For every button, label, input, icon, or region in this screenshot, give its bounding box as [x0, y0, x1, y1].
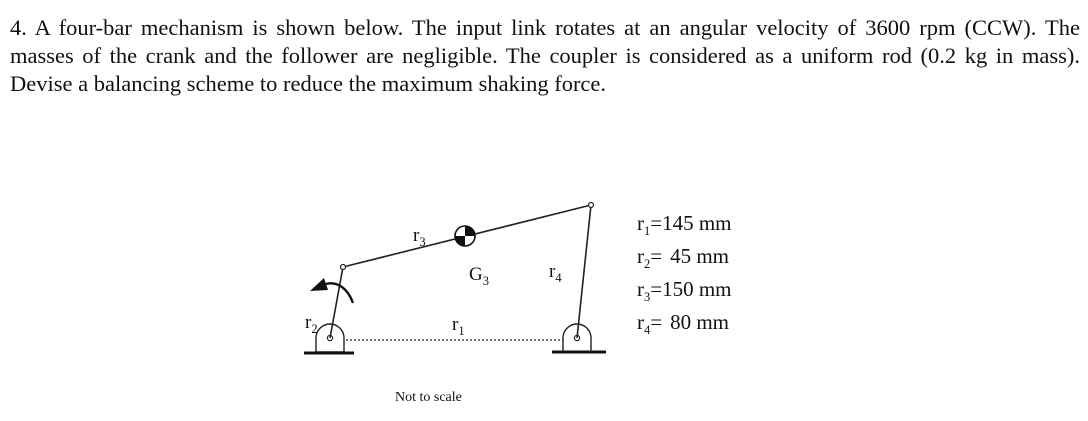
problem-number: 4.	[10, 15, 27, 40]
dimension-r2: $r_2= 45$ mm	[637, 244, 730, 271]
dimension-r1: $r_1=145$ mm	[637, 211, 732, 238]
dimension-list	[637, 211, 732, 337]
coupler-follower-joint	[589, 203, 594, 208]
label-r4: $r_4$	[549, 261, 562, 285]
label-r3: $r_3$	[413, 225, 426, 249]
center-of-mass-icon	[455, 226, 475, 246]
label-g3: $G_3$	[469, 264, 489, 288]
ccw-rotation-arrow-icon	[310, 278, 353, 303]
follower-link-r4	[577, 205, 591, 338]
not-to-scale-note: Not to scale	[395, 390, 462, 405]
dimension-r3: $r_3=150$ mm	[637, 277, 732, 304]
crank-coupler-joint	[341, 265, 346, 270]
label-r1: $r_1$	[452, 314, 465, 338]
right-ground-pivot	[552, 324, 606, 352]
label-r2: $r_2$	[305, 312, 318, 336]
dimension-r4: $r_4= 80$ mm	[637, 310, 730, 337]
problem-text: A four-bar mechanism is shown below. The input link rotates at an angular velocity of 3600 rpm (CCW). The masses of the crank and the follower are negligible. The coupler is considered as a uniform rod (0.2 kg in mass). Devise a balancing scheme to reduce the maximum shaking force.	[10, 15, 1080, 96]
